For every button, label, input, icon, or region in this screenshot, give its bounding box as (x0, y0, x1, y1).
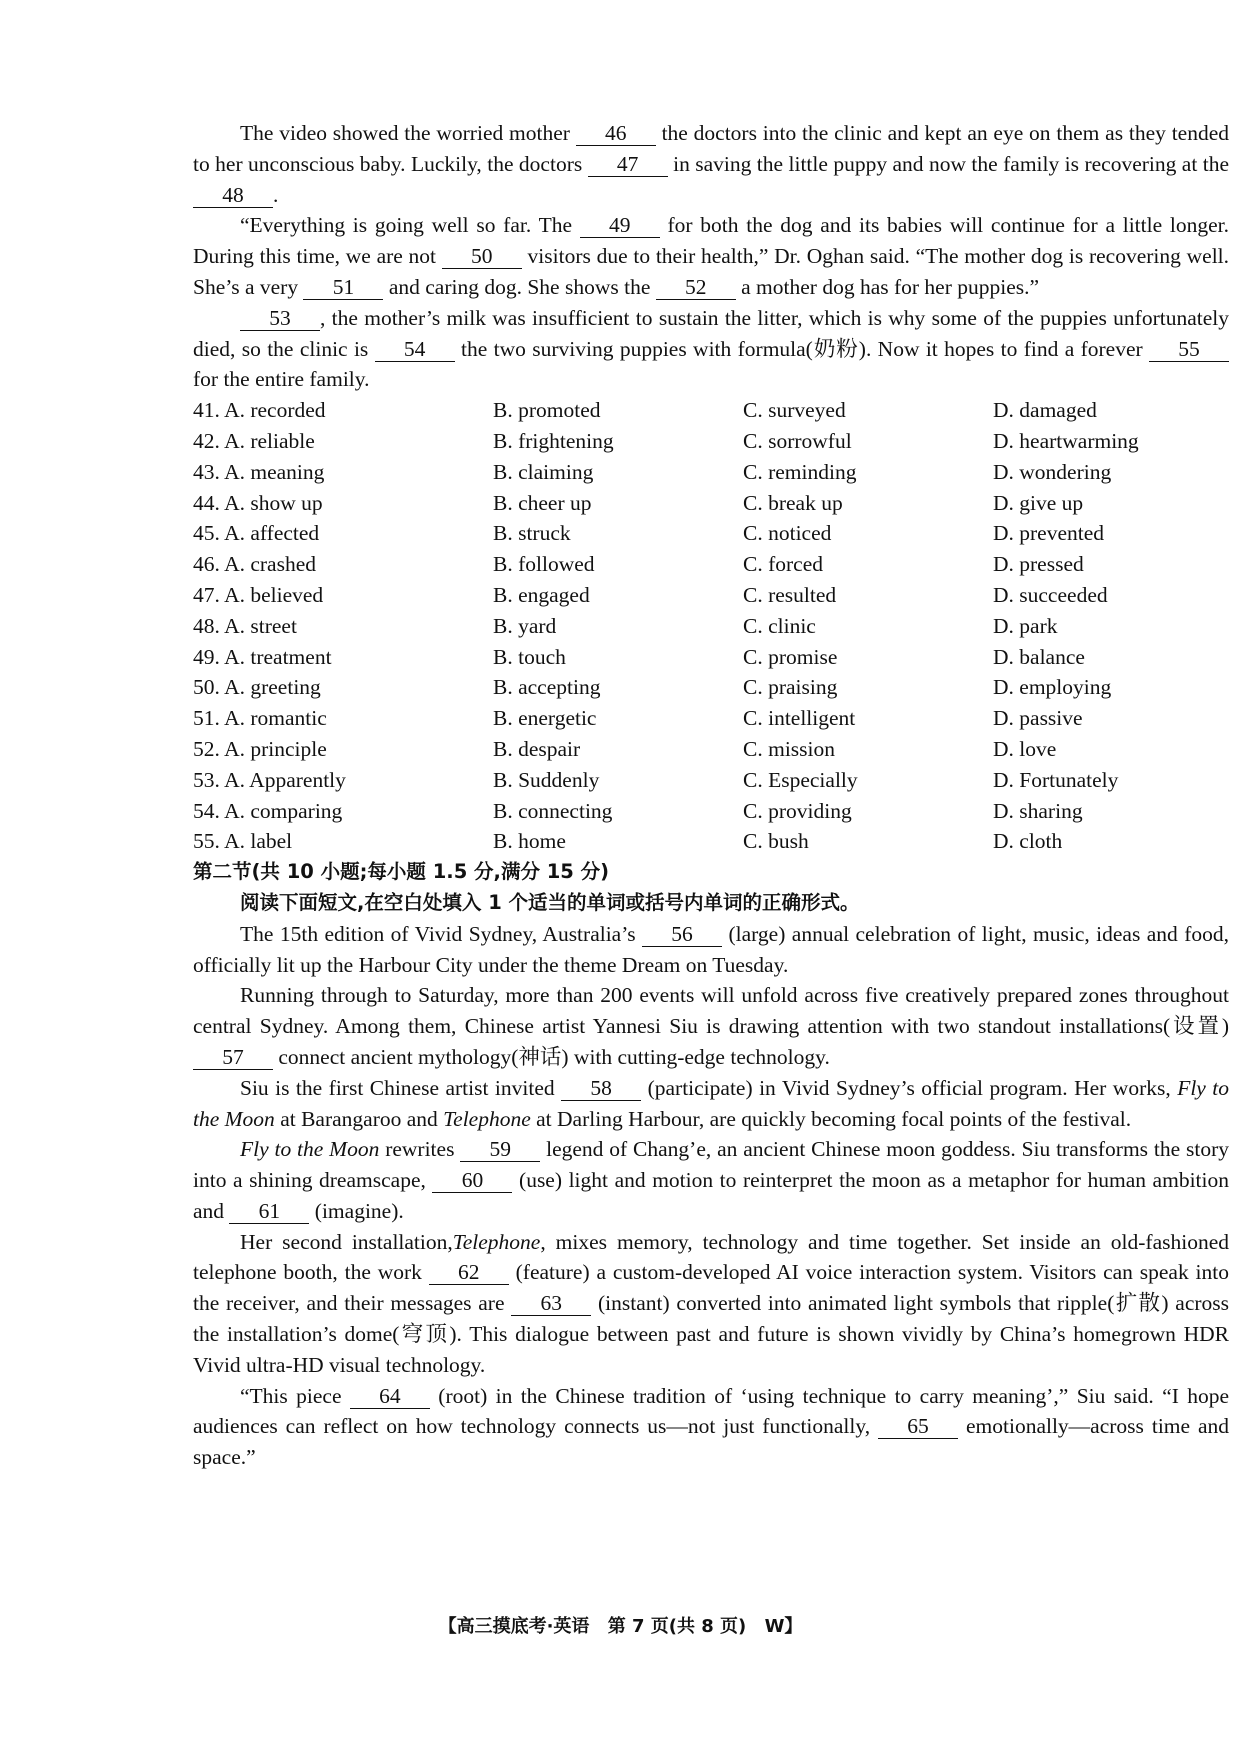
question-number: 52. (193, 736, 220, 761)
question-number: 45. (193, 521, 220, 546)
blank-51: 51 (303, 275, 383, 300)
question-number: 49. (193, 644, 220, 669)
blank-54: 54 (375, 337, 455, 362)
option-a (193, 426, 493, 457)
option-b: B. claiming (493, 459, 594, 484)
option-b: B. touch (493, 644, 566, 669)
option-d: D. Fortunately (993, 767, 1119, 792)
question-number: 53. (193, 767, 220, 792)
question-number: 43. (193, 459, 220, 484)
blank-64: 64 (350, 1384, 430, 1409)
option-a-text: A. affected (224, 521, 320, 546)
option-a-text: A. crashed (224, 552, 317, 577)
option-a (193, 488, 493, 519)
option-c: C. resulted (743, 582, 837, 607)
option-a-text: A. principle (224, 736, 327, 761)
option-b: B. accepting (493, 675, 601, 700)
option-c: C. praising (743, 675, 838, 700)
option-d: D. sharing (993, 798, 1083, 823)
option-c: C. sorrowful (743, 428, 852, 453)
option-b: B. home (493, 829, 566, 854)
option-d: D. wondering (993, 459, 1112, 484)
option-d: D. succeeded (993, 582, 1108, 607)
work-title: Fly to the Moon (193, 1075, 1230, 1131)
passage2-paragraph-5: Her second installation,Telephone, mixes memory, technology and time together. Set inside an old-fashioned telephone booth, the work 62 (feature) a custom-developed AI voice interaction system. Visitors can speak into the receiver, and their messages are 63 (instant) converted into animated light symbols that ripple(扩散) across the installation’s dome(穹顶). This dialogue between past and future is shown vividly by China’s homegrown HDR Vivid ultra-HD visual technology. (193, 1229, 1230, 1377)
option-c: C. promise (743, 644, 838, 669)
option-row (193, 395, 1229, 426)
option-b: B. frightening (493, 428, 614, 453)
option-c: C. clinic (743, 613, 816, 638)
blank-53: 53 (240, 306, 320, 331)
work-title: Fly to the Moon (240, 1137, 380, 1162)
option-d: D. love (993, 736, 1057, 761)
blank-48: 48 (193, 183, 273, 208)
option-d: D. employing (993, 675, 1112, 700)
option-a (193, 703, 493, 734)
option-d: D. pressed (993, 552, 1084, 577)
work-title: Telephone (452, 1229, 541, 1254)
option-d: D. balance (993, 644, 1085, 669)
question-number: 42. (193, 428, 220, 453)
blank-46: 46 (576, 121, 656, 146)
passage1-paragraph-2: “Everything is going well so far. The 49 for both the dog and its babies will continue for a little longer. During this time, we are not 50 visitors due to their health,” Dr. Oghan said. “The mother dog is recovering well. She’s a very 51 and caring dog. She shows the 52 a mother dog has for her puppies.” (193, 213, 1230, 299)
option-a-text: A. recorded (224, 398, 326, 423)
blank-61: 61 (229, 1199, 309, 1224)
option-c: C. providing (743, 798, 852, 823)
option-a-text: A. comparing (224, 798, 343, 823)
option-c: C. forced (743, 552, 823, 577)
option-b: B. cheer up (493, 490, 592, 515)
option-row (193, 457, 1229, 488)
option-d: D. cloth (993, 829, 1063, 854)
option-d: D. passive (993, 706, 1083, 731)
option-row (193, 580, 1229, 611)
option-a-text: A. Apparently (224, 767, 346, 792)
passage1-paragraph-3: 53 , the mother’s milk was insufficient to sustain the litter, which is why some of the puppies unfortunately died, so the clinic is 54 the two surviving puppies with formula(奶粉). Now it hopes to find a forever 55 for the entire family. (193, 305, 1229, 392)
question-number: 50. (193, 675, 220, 700)
option-row (193, 642, 1229, 673)
question-number: 44. (193, 490, 220, 515)
option-a (193, 796, 493, 827)
option-row (193, 611, 1229, 642)
option-c: C. intelligent (743, 706, 856, 731)
option-a-text: A. reliable (224, 428, 315, 453)
option-b: B. promoted (493, 398, 601, 423)
blank-49: 49 (580, 213, 660, 238)
option-d: D. heartwarming (993, 428, 1139, 453)
option-b: B. despair (493, 736, 581, 761)
question-number: 47. (193, 582, 220, 607)
passage1-paragraph-1: The video showed the worried mother 46 the doctors into the clinic and kept an eye on them as they tended to her unconscious baby. Luckily, the doctors 47 in saving the little puppy and now the family is recovering at the 48 . (193, 121, 1230, 207)
option-a (193, 549, 493, 580)
option-row (193, 734, 1229, 765)
option-b: B. followed (493, 552, 595, 577)
blank-59: 59 (460, 1137, 540, 1162)
option-b: B. energetic (493, 706, 597, 731)
option-row (193, 672, 1229, 703)
work-title: Telephone (443, 1106, 531, 1131)
option-row (193, 549, 1229, 580)
option-c: C. bush (743, 829, 809, 854)
blank-63: 63 (511, 1291, 591, 1316)
option-c: C. break up (743, 490, 843, 515)
option-row (193, 426, 1229, 457)
section-heading: 第二节(共 10 小题;每小题 1.5 分,满分 15 分) (193, 860, 610, 884)
option-c: C. mission (743, 736, 835, 761)
blank-60: 60 (432, 1168, 512, 1193)
option-a (193, 457, 493, 488)
option-d: D. give up (993, 490, 1084, 515)
footer-page-number: 第 7 页(共 8 页) (607, 1616, 747, 1637)
option-a (193, 395, 493, 426)
option-a-text: A. treatment (224, 644, 332, 669)
blank-56: 56 (642, 922, 722, 947)
option-a (193, 672, 493, 703)
option-row (193, 796, 1229, 827)
blank-50: 50 (442, 244, 522, 269)
answer-options (193, 395, 1229, 857)
option-a-text: A. believed (224, 582, 324, 607)
option-c: C. Especially (743, 767, 858, 792)
option-a (193, 518, 493, 549)
blank-55: 55 (1149, 337, 1229, 362)
option-a-text: A. greeting (224, 675, 321, 700)
option-a (193, 611, 493, 642)
passage2-paragraph-1: The 15th edition of Vivid Sydney, Australia’s 56 (large) annual celebration of light, music, ideas and food, officially lit up the Harbour City under the theme Dream on Tuesday. (193, 921, 1230, 977)
option-b: B. engaged (493, 582, 590, 607)
question-number: 46. (193, 552, 220, 577)
option-b: B. struck (493, 521, 571, 546)
blank-52: 52 (656, 275, 736, 300)
option-a-text: A. street (224, 613, 297, 638)
option-a-text: A. label (224, 829, 293, 854)
question-number: 51. (193, 706, 220, 731)
option-row (193, 518, 1229, 549)
blank-65: 65 (878, 1414, 958, 1439)
blank-58: 58 (561, 1076, 641, 1101)
page-content (193, 118, 1229, 1473)
option-b: B. connecting (493, 798, 613, 823)
option-a-text: A. show up (224, 490, 323, 515)
option-a-text: A. romantic (224, 706, 327, 731)
section-instruction: 阅读下面短文,在空白处填入 1 个适当的单词或括号内单词的正确形式。 (240, 890, 860, 914)
option-a (193, 642, 493, 673)
blank-62: 62 (429, 1260, 509, 1285)
passage2-paragraph-4: Fly to the Moon rewrites 59 legend of Chang’e, an ancient Chinese moon goddess. Siu transforms the story into a shining dreamscape, 60 (use) light and motion to reinterpret the moon as a metaphor for human ambition and 61 (imagine). (193, 1137, 1229, 1223)
blank-47: 47 (588, 152, 668, 177)
option-b: B. Suddenly (493, 767, 600, 792)
option-c: C. surveyed (743, 398, 846, 423)
option-d: D. park (993, 613, 1058, 638)
option-a (193, 734, 493, 765)
option-b: B. yard (493, 613, 557, 638)
question-number: 41. (193, 398, 220, 423)
option-c: C. noticed (743, 521, 832, 546)
option-a (193, 580, 493, 611)
footer-code: W】 (764, 1616, 803, 1637)
page-footer (0, 1612, 1241, 1638)
question-number: 48. (193, 613, 220, 638)
option-a (193, 826, 493, 857)
option-d: D. prevented (993, 521, 1105, 546)
option-row (193, 488, 1229, 519)
passage2-paragraph-3: Siu is the first Chinese artist invited 58 (participate) in Vivid Sydney’s official program. Her works, Fly to the Moon at Barangaroo and Telephone at Darling Harbour, are quickly becoming focal points of the festival. (193, 1075, 1230, 1131)
passage2-paragraph-2: Running through to Saturday, more than 200 events will unfold across five creatively prepared zones throughout central Sydney. Among them, Chinese artist Yannesi Siu is drawing attention with two standout installations(设置) 57 connect ancient mythology(神话) with cutting-edge technology. (193, 983, 1229, 1069)
blank-57: 57 (193, 1045, 273, 1070)
passage2-paragraph-6: “This piece 64 (root) in the Chinese tradition of ‘using technique to carry meaning’,” Siu said. “I hope audiences can reflect on how technology connects us—not just functionally, 65 emotionally—across time and space.” (193, 1383, 1230, 1470)
option-d: D. damaged (993, 398, 1097, 423)
option-a-text: A. meaning (224, 459, 325, 484)
option-row (193, 826, 1229, 857)
option-c: C. reminding (743, 459, 857, 484)
option-a (193, 765, 493, 796)
footer-exam-name: 【高三摸底考·英语 (438, 1616, 590, 1637)
question-number: 55. (193, 829, 220, 854)
question-number: 54. (193, 798, 220, 823)
option-row (193, 703, 1229, 734)
option-row (193, 765, 1229, 796)
